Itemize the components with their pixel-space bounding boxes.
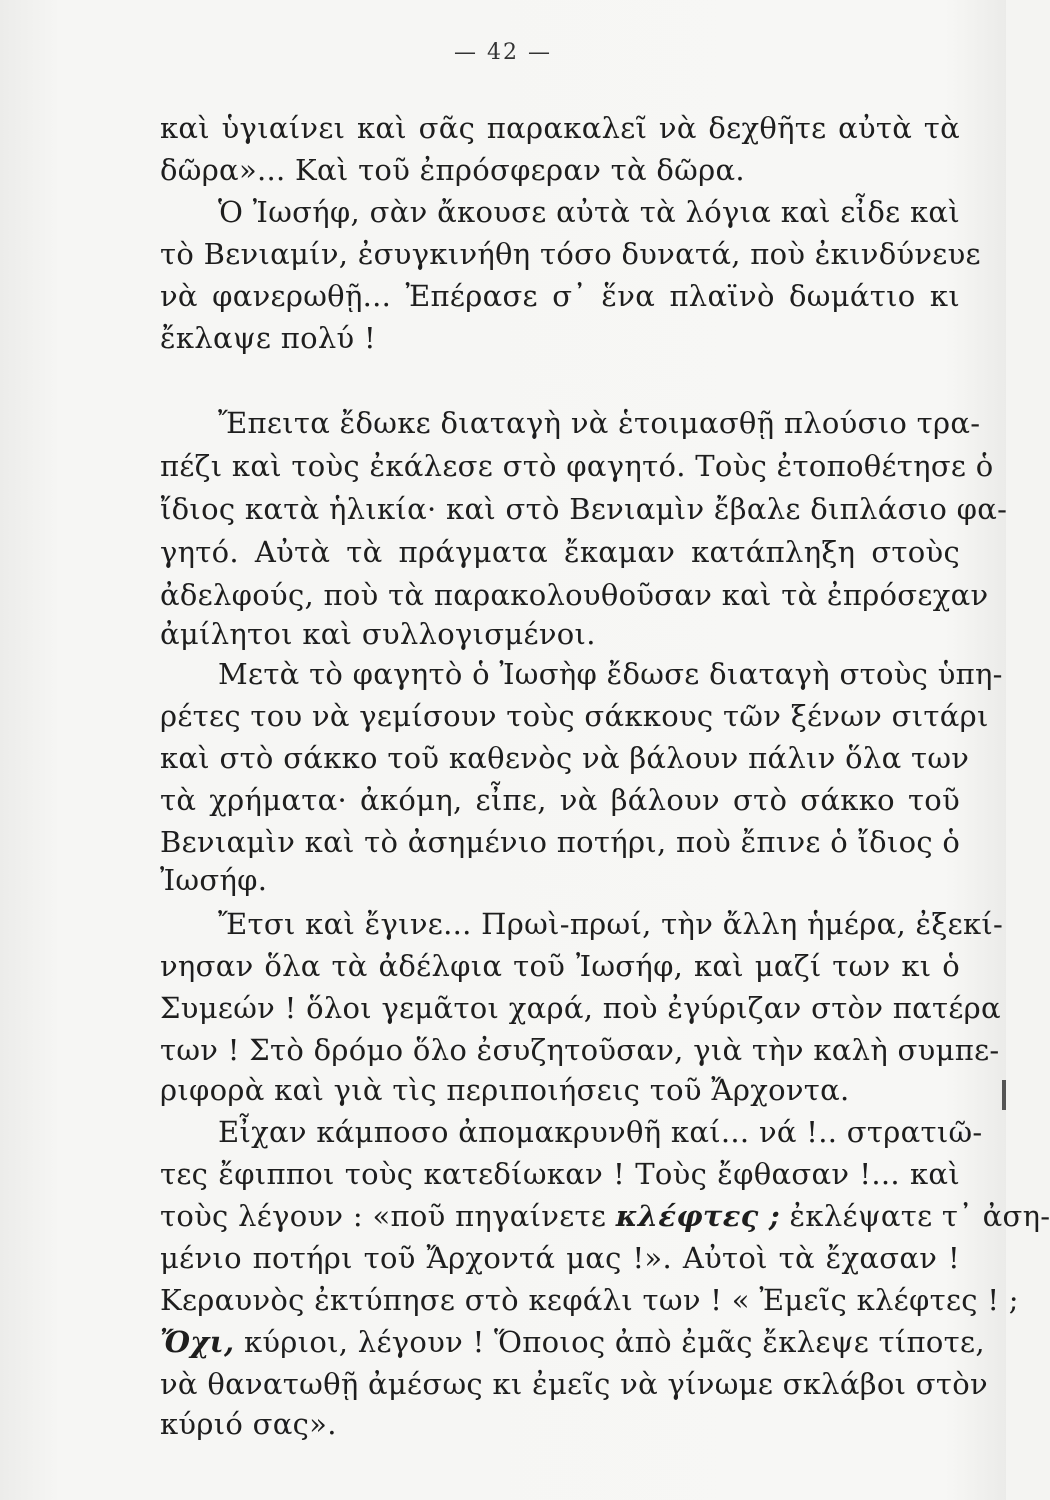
text-line: Ὁ Ἰωσήφ, σὰν ἄκουσε αὐτὰ τὰ λόγια καὶ εἶδε καὶ [218, 195, 960, 229]
scan-edge-mark [1002, 1080, 1006, 1110]
emphasis-word: Ὄχι, [160, 1325, 235, 1359]
text-line: κύριό σας». [160, 1407, 337, 1441]
text-line: Βενιαμὶν καὶ τὸ ἀσημένιο ποτήρι, ποὺ ἔπινε ὁ ἴδιος ὁ [160, 825, 961, 859]
text-run: τοὺς λέγουν : «ποῦ πηγαίνετε [160, 1199, 607, 1233]
emphasis-word: κλέφτες ; [615, 1199, 780, 1233]
text-line: ριφορὰ καὶ γιὰ τὶς περιποιήσεις τοῦ Ἄρχοντα. [160, 1073, 850, 1107]
text-line: ἀδελφούς, ποὺ τὰ παρακολουθοῦσαν καὶ τὰ ἐπρόσεχαν [160, 578, 989, 612]
text-line: νὰ φανερωθῇ... Ἐπέρασε σ᾽ ἕνα πλαϊνὸ δωμάτιο κι [160, 279, 960, 313]
text-line: ρέτες του νὰ γεμίσουν τοὺς σάκκους τῶν ξένων σιτάρι [160, 699, 989, 733]
page-number: — 42 — [454, 40, 552, 65]
text-line: Ἔπειτα ἔδωκε διαταγὴ νὰ ἑτοιμασθῇ πλούσιο τρα- [218, 406, 981, 440]
text-line: Εἶχαν κάμποσο ἀπομακρυνθῆ καί... νά !.. στρατιῶ- [218, 1115, 983, 1149]
text-line: Μετὰ τὸ φαγητὸ ὁ Ἰωσὴφ ἔδωσε διαταγὴ στοὺς ὑπη- [218, 657, 1003, 691]
text-line: ἀμίλητοι καὶ συλλογισμένοι. [160, 617, 596, 651]
text-line: Ἔτσι καὶ ἔγινε... Πρωὶ-πρωί, τὴν ἄλλη ἡμέρα, ἐξεκί- [218, 907, 1004, 941]
text-run: κύριοι, λέγουν ! Ὅποιος ἀπὸ ἐμᾶς ἔκλεψε τίποτε, [243, 1325, 985, 1359]
text-line: Κεραυνὸς ἐκτύπησε στὸ κεφάλι των ! « Ἐμεῖς κλέφτες ! ; [160, 1283, 1019, 1317]
text-line [160, 1196, 1050, 1236]
text-line [160, 1322, 985, 1362]
text-line: των ! Στὸ δρόμο ὅλο ἐσυζητοῦσαν, γιὰ τὴν καλὴ συμπε- [160, 1033, 1000, 1067]
text-line: νησαν ὅλα τὰ ἀδέλφια τοῦ Ἰωσήφ, καὶ μαζί των κι ὁ [160, 949, 960, 983]
text-line: νὰ θανατωθῇ ἀμέσως κι ἐμεῖς νὰ γίνωμε σκλάβοι στὸν [160, 1367, 988, 1401]
text-line: ἴδιος κατὰ ἡλικία· καὶ στὸ Βενιαμὶν ἔβαλε διπλάσιο φα- [160, 492, 1008, 526]
text-line: γητό. Αὐτὰ τὰ πράγματα ἔκαμαν κατάπληξη στοὺς [160, 535, 960, 569]
text-line: τες ἔφιπποι τοὺς κατεδίωκαν ! Τοὺς ἔφθασαν !... καὶ [160, 1157, 960, 1191]
text-line: καὶ στὸ σάκκο τοῦ καθενὸς νὰ βάλουν πάλιν ὅλα των [160, 741, 970, 775]
text-line: Ἰωσήφ. [160, 863, 268, 897]
text-run: ἐκλέψατε τ᾽ ἀση- [789, 1199, 1050, 1233]
text-line: πέζι καὶ τοὺς ἐκάλεσε στὸ φαγητό. Τοὺς ἐτοποθέτησε ὁ [160, 449, 994, 483]
text-line: μένιο ποτήρι τοῦ Ἄρχοντά μας !». Αὐτοὶ τὰ ἔχασαν ! [160, 1241, 960, 1275]
text-line: τὸ Βενιαμίν, ἐσυγκινήθη τόσο δυνατά, ποὺ ἐκινδύνευε [160, 237, 981, 271]
text-line: ἔκλαψε πολύ ! [160, 321, 376, 355]
text-line: δῶρα»... Καὶ τοῦ ἐπρόσφεραν τὰ δῶρα. [160, 153, 745, 187]
text-line: Συμεών ! ὅλοι γεμᾶτοι χαρά, ποὺ ἐγύριζαν στὸν πατέρα [160, 991, 1001, 1025]
text-line: τὰ χρήματα· ἀκόμη, εἶπε, νὰ βάλουν στὸ σάκκο τοῦ [160, 783, 960, 817]
text-line: καὶ ὑγιαίνει καὶ σᾶς παρακαλεῖ νὰ δεχθῆτε αὐτὰ τὰ [160, 111, 960, 145]
